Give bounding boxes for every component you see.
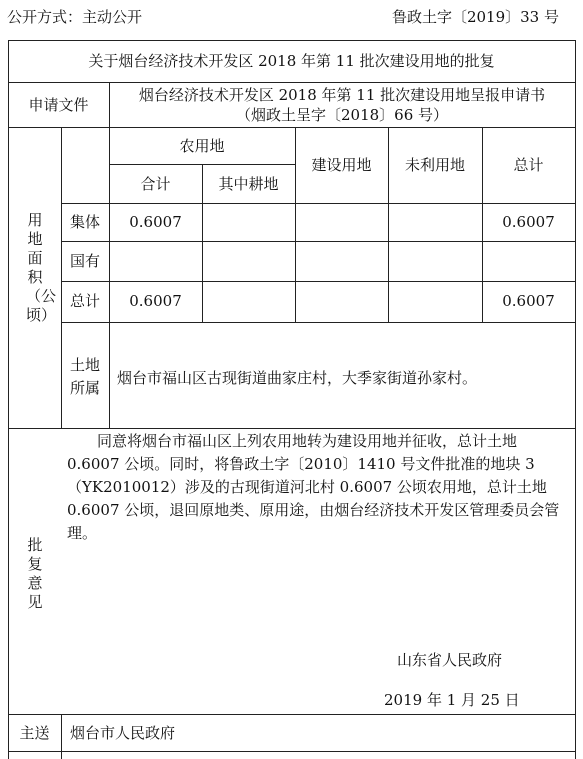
cell-total: 0.6007	[502, 213, 555, 231]
cell-subtotal: 0.6007	[129, 292, 182, 310]
signing-authority: 山东省人民政府	[397, 651, 503, 669]
recipient-value: 烟台市人民政府	[70, 724, 176, 742]
header-unused-land: 未利用地	[404, 156, 465, 174]
recipient-label: 主送	[19, 724, 50, 742]
document-title: 关于烟台经济技术开发区 2018 年第 11 批次建设用地的批复	[88, 52, 495, 70]
document-number: 鲁政土字〔2019〕33 号	[391, 8, 559, 26]
header-subtotal: 合计	[140, 175, 171, 193]
land-area-label: 用地面积（公顷）	[26, 211, 57, 324]
land-ownership-value: 烟台市福山区古现街道曲家庄村，大季家街道孙家村。	[117, 369, 478, 387]
disclosure-method: 公开方式：主动公开	[7, 8, 143, 26]
cell-total: 0.6007	[502, 292, 555, 310]
row-label: 总计	[69, 292, 100, 310]
cell-subtotal: 0.6007	[129, 213, 182, 231]
row-label: 国有	[69, 252, 100, 270]
ownership-label-line-1: 土地	[69, 356, 100, 374]
header-total: 总计	[513, 156, 544, 174]
application-line-2: （烟政土呈字〔2018〕66 号）	[235, 106, 449, 124]
ownership-label-line-2: 所属	[69, 379, 100, 397]
header-construction-land: 建设用地	[311, 156, 372, 174]
application-line-1: 烟台经济技术开发区 2018 年第 11 批次建设用地呈报申请书	[138, 86, 546, 104]
header-farmland: 其中耕地	[218, 175, 279, 193]
header-agricultural-land: 农用地	[179, 137, 225, 155]
approval-date: 2019 年 1 月 25 日	[384, 691, 520, 709]
approval-opinion-text: 同意将烟台市福山区上列农用地转为建设用地并征收，总计土地 0.6007 公顷。同时，将鲁政土字〔2010〕1410 号文件批准的地块 3（YK2010012）涉及的古现街道河北村 0.6007 公顷农用地，总计土地 0.6007 公顷，退回原地类、原用途，由烟台经济技术开发区管理委员会管理。	[67, 432, 560, 542]
row-label: 集体	[69, 213, 100, 231]
application-label: 申请文件	[28, 96, 89, 114]
approval-opinion-label: 批复意见	[27, 536, 43, 611]
